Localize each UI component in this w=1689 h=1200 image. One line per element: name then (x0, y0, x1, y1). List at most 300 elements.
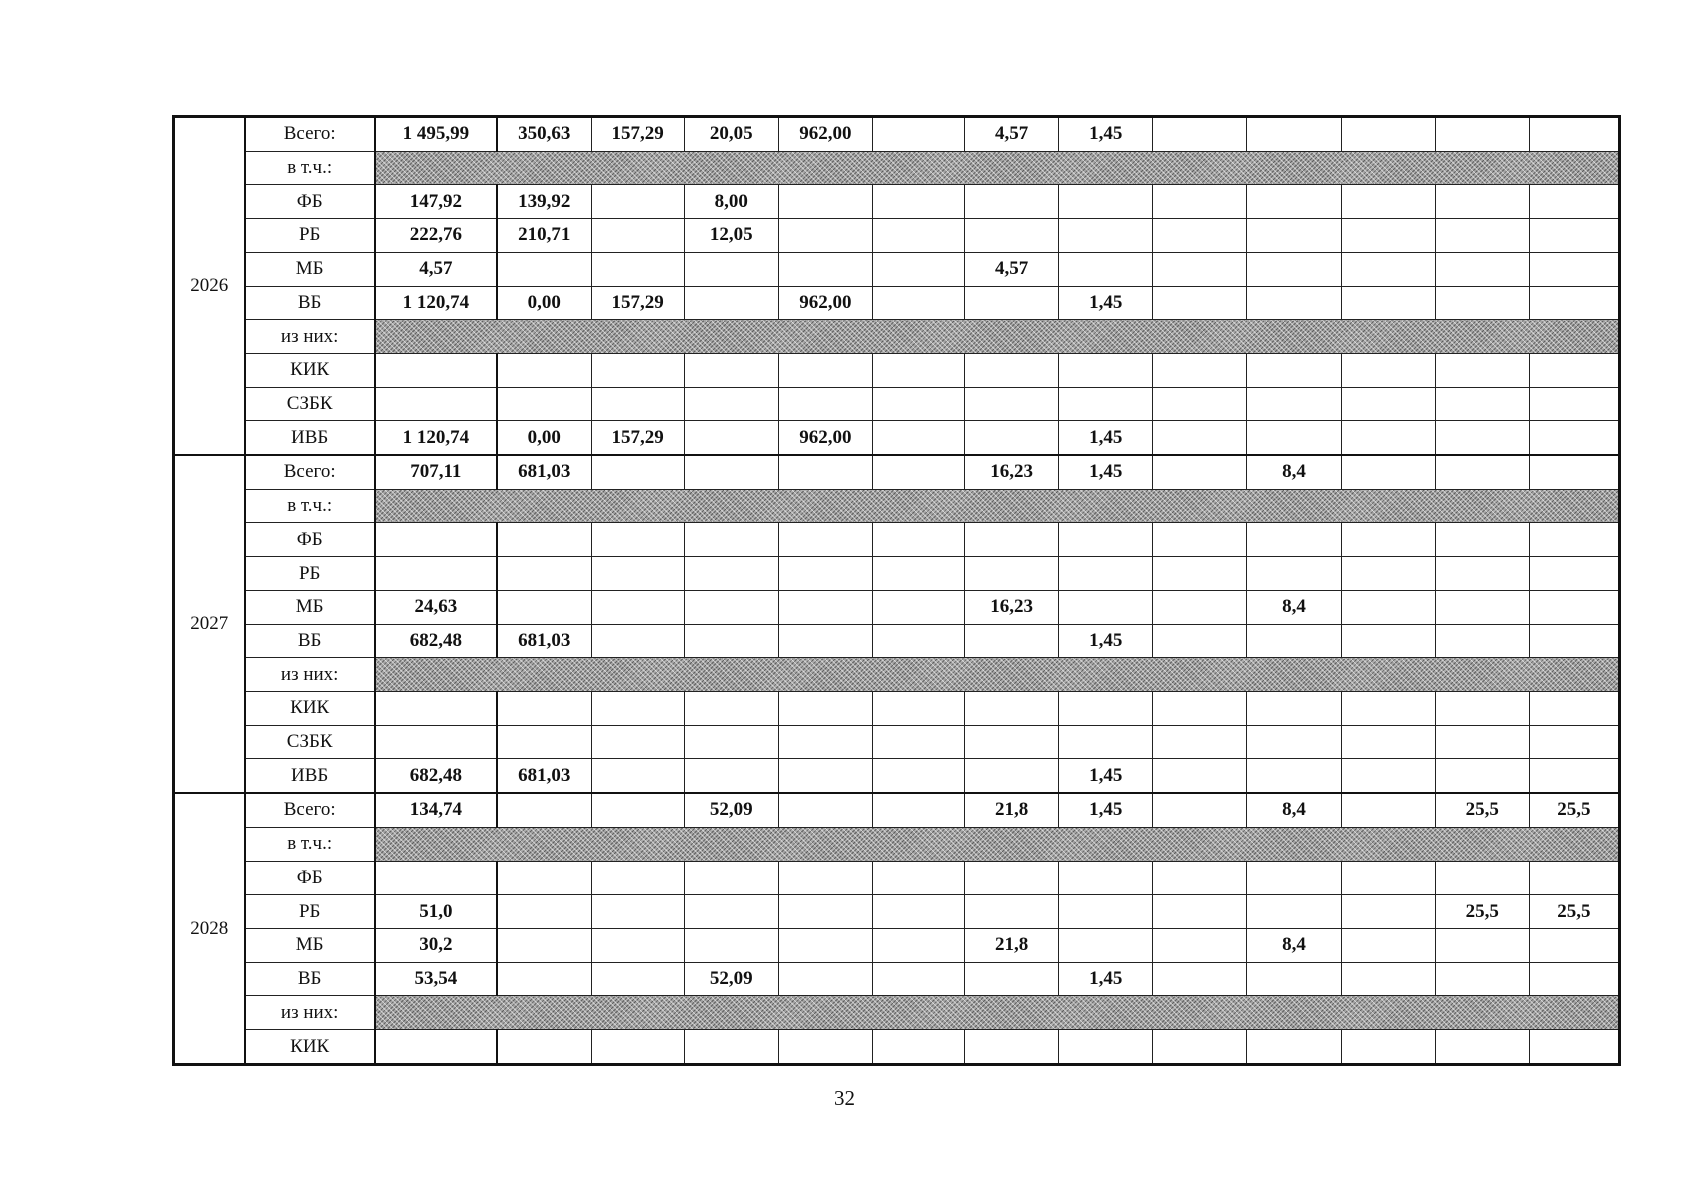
value-cell (965, 387, 1059, 421)
value-cell: 1,45 (1059, 117, 1153, 152)
value-cell (1153, 523, 1247, 557)
value-cell (1341, 725, 1435, 759)
value-cell: 21,8 (965, 928, 1059, 962)
value-cell: 12,05 (684, 219, 778, 253)
value-cell (1247, 523, 1341, 557)
table-row (174, 353, 1620, 387)
value-cell (1153, 1030, 1247, 1065)
value-cell (1153, 455, 1247, 489)
value-cell (1435, 725, 1529, 759)
value-cell (1529, 590, 1619, 624)
value-cell (778, 895, 872, 929)
table-row (174, 658, 1620, 692)
value-cell: 962,00 (778, 286, 872, 320)
value-cell: 1,45 (1059, 455, 1153, 489)
value-cell (591, 928, 684, 962)
table-row (174, 962, 1620, 996)
value-cell (1529, 557, 1619, 591)
value-cell: 25,5 (1529, 895, 1619, 929)
value-cell: 157,29 (591, 286, 684, 320)
value-cell (375, 353, 497, 387)
value-cell (1247, 557, 1341, 591)
value-cell: 0,00 (497, 286, 591, 320)
value-cell (1059, 861, 1153, 895)
value-cell (1341, 117, 1435, 152)
table-row (174, 895, 1620, 929)
value-cell (965, 185, 1059, 219)
value-cell (375, 692, 497, 726)
value-cell (965, 759, 1059, 793)
funding-table (172, 115, 1621, 1066)
value-cell (1247, 387, 1341, 421)
value-cell (1341, 624, 1435, 658)
row-label: в т.ч.: (245, 489, 375, 523)
value-cell (1435, 387, 1529, 421)
value-cell (1247, 861, 1341, 895)
value-cell: 25,5 (1435, 793, 1529, 827)
value-cell (1435, 523, 1529, 557)
value-cell (872, 523, 964, 557)
value-cell (778, 353, 872, 387)
value-cell (872, 455, 964, 489)
value-cell (684, 557, 778, 591)
value-cell (1435, 117, 1529, 152)
table-row (174, 827, 1620, 861)
value-cell (1435, 1030, 1529, 1065)
table-row (174, 185, 1620, 219)
value-cell (591, 353, 684, 387)
row-label: РБ (245, 557, 375, 591)
row-label: МБ (245, 252, 375, 286)
value-cell (1153, 624, 1247, 658)
value-cell: 8,4 (1247, 928, 1341, 962)
value-cell (965, 725, 1059, 759)
value-cell (684, 624, 778, 658)
value-cell (497, 861, 591, 895)
value-cell (1435, 759, 1529, 793)
value-cell (872, 928, 964, 962)
value-cell (965, 523, 1059, 557)
value-cell (684, 286, 778, 320)
value-cell (591, 725, 684, 759)
value-cell (1529, 286, 1619, 320)
value-cell (965, 895, 1059, 929)
row-label: КИК (245, 692, 375, 726)
value-cell (872, 895, 964, 929)
value-cell (1435, 962, 1529, 996)
value-cell (1435, 624, 1529, 658)
value-cell (872, 624, 964, 658)
value-cell (965, 219, 1059, 253)
row-label: КИК (245, 1030, 375, 1065)
value-cell: 8,4 (1247, 793, 1341, 827)
value-cell (591, 793, 684, 827)
value-cell (1247, 962, 1341, 996)
row-label: из них: (245, 320, 375, 354)
value-cell (1341, 861, 1435, 895)
value-cell (1059, 692, 1153, 726)
value-cell (497, 557, 591, 591)
value-cell (375, 1030, 497, 1065)
value-cell (1247, 692, 1341, 726)
value-cell (1247, 185, 1341, 219)
value-cell (872, 387, 964, 421)
value-cell: 1,45 (1059, 759, 1153, 793)
value-cell (1059, 590, 1153, 624)
value-cell (684, 928, 778, 962)
value-cell (375, 725, 497, 759)
value-cell (684, 725, 778, 759)
value-cell (1153, 117, 1247, 152)
value-cell: 962,00 (778, 117, 872, 152)
table-row (174, 320, 1620, 354)
value-cell: 1,45 (1059, 793, 1153, 827)
value-cell: 4,57 (965, 117, 1059, 152)
value-cell (1529, 523, 1619, 557)
value-cell: 222,76 (375, 219, 497, 253)
table-row (174, 557, 1620, 591)
value-cell (684, 421, 778, 455)
table-row (174, 692, 1620, 726)
value-cell (497, 252, 591, 286)
value-cell (1153, 793, 1247, 827)
value-cell (1153, 252, 1247, 286)
value-cell (497, 928, 591, 962)
value-cell (1435, 286, 1529, 320)
value-cell (1529, 455, 1619, 489)
value-cell: 0,00 (497, 421, 591, 455)
row-label: ВБ (245, 624, 375, 658)
value-cell (1059, 252, 1153, 286)
value-cell: 962,00 (778, 421, 872, 455)
year-cell: 2026 (174, 117, 245, 456)
value-cell (591, 219, 684, 253)
hatched-separator (375, 320, 1620, 354)
value-cell (497, 353, 591, 387)
value-cell (965, 692, 1059, 726)
row-label: МБ (245, 590, 375, 624)
value-cell (965, 557, 1059, 591)
value-cell (1247, 725, 1341, 759)
table-row (174, 421, 1620, 455)
value-cell (1153, 590, 1247, 624)
value-cell (965, 962, 1059, 996)
value-cell (1153, 185, 1247, 219)
value-cell (591, 185, 684, 219)
page-number: 32 (834, 1086, 855, 1110)
value-cell (1059, 557, 1153, 591)
value-cell (684, 759, 778, 793)
table-row (174, 151, 1620, 185)
value-cell (1341, 557, 1435, 591)
value-cell (778, 861, 872, 895)
value-cell (778, 928, 872, 962)
row-label: в т.ч.: (245, 151, 375, 185)
value-cell: 51,0 (375, 895, 497, 929)
value-cell (1341, 962, 1435, 996)
row-label: ИВБ (245, 759, 375, 793)
value-cell (684, 1030, 778, 1065)
value-cell (684, 861, 778, 895)
value-cell (872, 185, 964, 219)
value-cell (1435, 252, 1529, 286)
table-row (174, 117, 1620, 152)
value-cell (684, 523, 778, 557)
value-cell (1247, 353, 1341, 387)
row-label: Всего: (245, 117, 375, 152)
value-cell (1059, 387, 1153, 421)
value-cell (1341, 895, 1435, 929)
value-cell: 681,03 (497, 759, 591, 793)
value-cell (684, 895, 778, 929)
value-cell (1059, 523, 1153, 557)
table-row (174, 590, 1620, 624)
value-cell: 25,5 (1529, 793, 1619, 827)
row-label: из них: (245, 996, 375, 1030)
value-cell (1529, 1030, 1619, 1065)
row-label: КИК (245, 353, 375, 387)
value-cell: 52,09 (684, 793, 778, 827)
row-label: ФБ (245, 523, 375, 557)
value-cell (1341, 387, 1435, 421)
value-cell (778, 387, 872, 421)
value-cell (684, 387, 778, 421)
value-cell: 16,23 (965, 455, 1059, 489)
table-row (174, 861, 1620, 895)
value-cell (1341, 219, 1435, 253)
value-cell (1435, 692, 1529, 726)
value-cell (1059, 185, 1153, 219)
value-cell: 681,03 (497, 624, 591, 658)
row-label: Всего: (245, 793, 375, 827)
value-cell: 53,54 (375, 962, 497, 996)
value-cell (1529, 928, 1619, 962)
value-cell: 707,11 (375, 455, 497, 489)
value-cell (684, 590, 778, 624)
value-cell (1341, 1030, 1435, 1065)
value-cell (375, 557, 497, 591)
value-cell (1247, 759, 1341, 793)
row-label: СЗБК (245, 387, 375, 421)
table-row (174, 725, 1620, 759)
value-cell (1153, 353, 1247, 387)
value-cell (1435, 455, 1529, 489)
value-cell (965, 421, 1059, 455)
value-cell (778, 692, 872, 726)
row-label: ВБ (245, 286, 375, 320)
value-cell: 52,09 (684, 962, 778, 996)
value-cell (1529, 117, 1619, 152)
hatched-separator (375, 489, 1620, 523)
value-cell: 134,74 (375, 793, 497, 827)
value-cell (591, 692, 684, 726)
value-cell (497, 962, 591, 996)
value-cell: 139,92 (497, 185, 591, 219)
row-label: РБ (245, 219, 375, 253)
value-cell (1247, 252, 1341, 286)
row-label: в т.ч.: (245, 827, 375, 861)
value-cell (872, 117, 964, 152)
value-cell (778, 185, 872, 219)
table-row (174, 286, 1620, 320)
value-cell (1341, 421, 1435, 455)
value-cell (1341, 455, 1435, 489)
value-cell (872, 590, 964, 624)
hatched-separator (375, 827, 1620, 861)
value-cell (872, 421, 964, 455)
value-cell (1153, 557, 1247, 591)
hatched-separator (375, 658, 1620, 692)
table-row (174, 928, 1620, 962)
value-cell (1153, 725, 1247, 759)
row-label: ФБ (245, 185, 375, 219)
value-cell (1247, 895, 1341, 929)
value-cell (1435, 590, 1529, 624)
value-cell (1059, 1030, 1153, 1065)
value-cell (497, 692, 591, 726)
value-cell (1529, 353, 1619, 387)
row-label: ФБ (245, 861, 375, 895)
value-cell (1059, 895, 1153, 929)
value-cell (1529, 861, 1619, 895)
value-cell (1247, 624, 1341, 658)
value-cell: 1 495,99 (375, 117, 497, 152)
value-cell (872, 692, 964, 726)
value-cell (872, 286, 964, 320)
value-cell (1153, 692, 1247, 726)
value-cell: 1,45 (1059, 962, 1153, 996)
value-cell: 8,4 (1247, 590, 1341, 624)
value-cell (497, 793, 591, 827)
value-cell: 21,8 (965, 793, 1059, 827)
value-cell (591, 455, 684, 489)
value-cell (684, 455, 778, 489)
value-cell: 1 120,74 (375, 421, 497, 455)
value-cell (872, 557, 964, 591)
value-cell (1059, 725, 1153, 759)
value-cell (1153, 387, 1247, 421)
value-cell (375, 387, 497, 421)
value-cell (1435, 219, 1529, 253)
value-cell (872, 725, 964, 759)
row-label: Всего: (245, 455, 375, 489)
value-cell (591, 759, 684, 793)
value-cell (684, 353, 778, 387)
value-cell (965, 353, 1059, 387)
value-cell (778, 455, 872, 489)
value-cell (1435, 928, 1529, 962)
value-cell (1341, 185, 1435, 219)
value-cell (965, 1030, 1059, 1065)
value-cell (591, 962, 684, 996)
value-cell (965, 286, 1059, 320)
value-cell (778, 1030, 872, 1065)
value-cell (1153, 286, 1247, 320)
value-cell (1341, 590, 1435, 624)
value-cell: 1,45 (1059, 286, 1153, 320)
value-cell (1529, 421, 1619, 455)
value-cell (872, 861, 964, 895)
value-cell (778, 557, 872, 591)
hatched-separator (375, 151, 1620, 185)
hatched-separator (375, 996, 1620, 1030)
value-cell (1247, 219, 1341, 253)
value-cell (1341, 286, 1435, 320)
value-cell (778, 624, 872, 658)
value-cell (1153, 219, 1247, 253)
value-cell (591, 590, 684, 624)
value-cell (1529, 692, 1619, 726)
value-cell (1529, 962, 1619, 996)
value-cell (872, 1030, 964, 1065)
value-cell: 350,63 (497, 117, 591, 152)
value-cell (1435, 861, 1529, 895)
value-cell (872, 962, 964, 996)
value-cell: 4,57 (375, 252, 497, 286)
value-cell (497, 1030, 591, 1065)
value-cell (591, 557, 684, 591)
value-cell (591, 624, 684, 658)
value-cell: 682,48 (375, 759, 497, 793)
value-cell (1529, 624, 1619, 658)
value-cell (778, 523, 872, 557)
row-label: СЗБК (245, 725, 375, 759)
value-cell (1059, 928, 1153, 962)
table-row (174, 455, 1620, 489)
value-cell (778, 759, 872, 793)
value-cell (1153, 421, 1247, 455)
value-cell (1247, 286, 1341, 320)
value-cell (591, 523, 684, 557)
value-cell (591, 387, 684, 421)
value-cell: 147,92 (375, 185, 497, 219)
value-cell: 1 120,74 (375, 286, 497, 320)
value-cell (1059, 353, 1153, 387)
value-cell (497, 590, 591, 624)
table-row (174, 252, 1620, 286)
value-cell (872, 353, 964, 387)
value-cell (1247, 421, 1341, 455)
table-row (174, 996, 1620, 1030)
value-cell (497, 387, 591, 421)
year-cell: 2028 (174, 793, 245, 1064)
value-cell (1529, 759, 1619, 793)
value-cell (1341, 793, 1435, 827)
value-cell (778, 793, 872, 827)
value-cell (778, 219, 872, 253)
table-row (174, 793, 1620, 827)
value-cell: 157,29 (591, 421, 684, 455)
value-cell (1435, 353, 1529, 387)
table-row (174, 219, 1620, 253)
value-cell (1341, 252, 1435, 286)
value-cell (684, 692, 778, 726)
value-cell: 681,03 (497, 455, 591, 489)
value-cell (1153, 928, 1247, 962)
value-cell (778, 252, 872, 286)
value-cell (778, 725, 872, 759)
value-cell: 8,4 (1247, 455, 1341, 489)
value-cell: 1,45 (1059, 421, 1153, 455)
value-cell: 8,00 (684, 185, 778, 219)
value-cell (591, 861, 684, 895)
value-cell (1435, 185, 1529, 219)
value-cell (965, 624, 1059, 658)
value-cell (778, 590, 872, 624)
value-cell (872, 219, 964, 253)
table-row (174, 1030, 1620, 1065)
value-cell (1529, 725, 1619, 759)
